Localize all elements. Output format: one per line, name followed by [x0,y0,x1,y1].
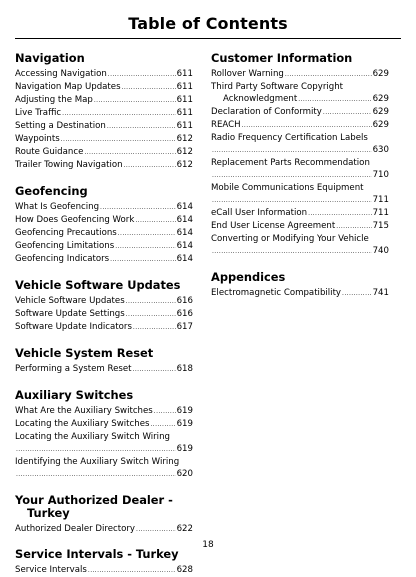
entry-page-number: 612 [176,160,193,170]
entry-title: eCall User Information [211,208,308,218]
entry-title: What Is Geofencing [15,202,100,212]
entry-page-number: 612 [176,134,193,144]
dot-leader [212,145,372,157]
toc-section [211,52,389,258]
entry-title: Electromagnetic Compatibility [211,288,342,298]
dot-leader [308,208,371,220]
title-divider [15,38,401,39]
entry-page-number: 614 [176,228,193,238]
toc-entry[interactable] [15,405,193,418]
entry-title: Declaration of Conformity [211,107,322,117]
entry-page-number: 616 [176,309,193,319]
entry-page-number: 618 [176,364,193,374]
entry-title: Authorized Dealer Directory [15,524,136,534]
section-heading-text: Geofencing [15,184,88,198]
entry-title: Route Guidance [15,147,84,157]
toc-entry[interactable] [15,431,193,456]
entry-page-number: 710 [372,170,389,180]
dot-leader [342,288,372,300]
right-column [211,52,389,300]
toc-entry[interactable] [15,321,193,334]
dot-leader [285,69,372,81]
entry-title: Performing a System Reset [15,364,132,374]
toc-entry[interactable] [15,363,193,376]
dot-leader [133,364,176,376]
dot-leader [133,322,176,334]
section-heading-text: Customer Information [211,51,353,65]
entry-page-number: 619 [176,419,193,429]
section-heading-text: Navigation [15,51,85,65]
dot-leader [242,120,372,132]
entry-title: Software Update Settings [15,309,125,319]
entry-title: End User License Agreement [211,221,336,231]
entry-page-number: 619 [176,406,193,416]
toc-entry[interactable] [15,240,193,253]
dot-leader [124,160,176,172]
toc-entry[interactable] [15,120,193,133]
toc-section [15,494,193,536]
entry-page-number: 711 [372,195,389,205]
entry-page-number: 611 [176,121,193,131]
entry-page-number: 620 [176,469,193,479]
entry-page-number: 715 [372,221,389,231]
entry-page-number: 741 [372,288,389,298]
toc-entry[interactable] [211,119,389,132]
entry-title: Live Traffic [15,108,62,118]
dot-leader [323,107,372,119]
entry-title: Third Party Software Copyright [211,82,344,92]
entry-title: Adjusting the Map [15,95,93,105]
section-heading [15,52,193,65]
toc-entry[interactable] [211,287,389,300]
entry-page-number: 611 [176,95,193,105]
section-heading [15,389,193,402]
toc-entry[interactable] [211,220,389,233]
entry-page-number: 617 [176,322,193,332]
toc-entry[interactable] [211,233,389,258]
section-heading-text: Service Intervals - Turkey [15,547,179,561]
entry-title: Locating the Auxiliary Switch Wiring [15,432,170,442]
entry-page-number: 629 [372,69,389,79]
entry-title: Vehicle Software Updates [15,296,125,306]
section-heading [15,185,193,198]
entry-page-number: 612 [176,147,193,157]
entry-title-continued: Acknowledgment [223,94,298,104]
entry-title: Navigation Map Updates [15,82,121,92]
toc-entry[interactable] [15,418,193,431]
toc-entry[interactable] [15,94,193,107]
toc-section [15,279,193,334]
entry-title: Software Update Indicators [15,322,132,332]
section-heading-text-continued: Turkey [27,506,70,520]
toc-section [211,271,389,300]
dot-leader [107,121,176,133]
toc-entry[interactable] [211,132,389,157]
page-title: Table of Contents [128,14,288,33]
entry-page-number: 628 [176,565,193,575]
entry-page-number: 614 [176,254,193,264]
section-heading-text: Vehicle System Reset [15,346,154,360]
toc-entry[interactable] [15,133,193,146]
toc-entry[interactable] [211,207,389,220]
entry-title: Locating the Auxiliary Switches [15,419,150,429]
entry-page-number: 614 [176,241,193,251]
dot-leader [154,406,176,418]
dot-leader [136,524,176,536]
entry-title: Mobile Communications Equipment [211,183,364,193]
entry-page-number: 611 [176,82,193,92]
toc-section [15,548,193,577]
section-heading [15,279,193,292]
toc-section [15,347,193,376]
dot-leader [110,254,175,266]
entry-title: Trailer Towing Navigation [15,160,123,170]
dot-leader [88,565,176,577]
entry-page-number: 614 [176,215,193,225]
entry-title: Accessing Navigation [15,69,107,79]
toc-section [15,52,193,172]
toc-entry[interactable] [15,214,193,227]
dot-leader [212,246,372,258]
dot-leader [298,94,371,106]
toc-entry[interactable] [15,201,193,214]
entry-title: Geofencing Indicators [15,254,110,264]
toc-entry[interactable] [15,523,193,536]
dot-leader [84,147,175,159]
entry-page-number: 711 [372,208,389,218]
dot-leader [212,195,372,207]
dot-leader [135,215,175,227]
toc-entry[interactable] [15,146,193,159]
toc-entry[interactable] [211,182,389,207]
section-heading-text: Appendices [211,270,286,284]
entry-title: Replacement Parts Recommendation [211,158,370,168]
dot-leader [118,228,176,240]
entry-title: Identifying the Auxiliary Switch Wiring [15,457,180,467]
entry-page-number: 629 [372,94,389,104]
section-heading [15,494,193,520]
entry-title: REACH [211,120,241,130]
section-heading-text: Vehicle Software Updates [15,278,181,292]
entry-page-number: 630 [372,145,389,155]
entry-page-number: 629 [372,107,389,117]
entry-title: Setting a Destination [15,121,106,131]
entry-title: Converting or Modifying Your Vehicle [211,234,369,244]
toc-entry[interactable] [15,295,193,308]
dot-leader [115,241,175,253]
entry-title: Service Intervals [15,565,87,575]
toc-entry[interactable] [15,159,193,172]
entry-title: Geofencing Limitations [15,241,115,251]
toc-entry[interactable] [15,308,193,321]
entry-page-number: 622 [176,524,193,534]
page-number: 18 [202,540,214,550]
toc-entry[interactable] [15,107,193,120]
toc-entry[interactable] [211,81,389,106]
dot-leader [16,469,176,481]
dot-leader [62,108,175,120]
entry-title: Waypoints [15,134,60,144]
dot-leader [16,444,176,456]
dot-leader [100,202,176,214]
entry-page-number: 614 [176,202,193,212]
toc-entry[interactable] [211,68,389,81]
toc-section [15,185,193,266]
dot-leader [336,221,371,233]
toc-entry[interactable] [15,68,193,81]
toc-section [15,389,193,481]
toc-entry[interactable] [15,81,193,94]
entry-page-number: 740 [372,246,389,256]
left-column [15,52,193,577]
section-heading-text: Your Authorized Dealer - [15,493,173,507]
section-heading [211,271,389,284]
toc-entry[interactable] [15,227,193,240]
entry-title: What Are the Auxiliary Switches [15,406,153,416]
toc-entry[interactable] [211,106,389,119]
section-heading [15,347,193,360]
section-heading-text: Auxiliary Switches [15,388,134,402]
entry-page-number: 616 [176,296,193,306]
dot-leader [94,95,176,107]
section-heading [211,52,389,65]
entry-page-number: 629 [372,120,389,130]
dot-leader [212,170,372,182]
toc-entry[interactable] [211,157,389,182]
toc-entry[interactable] [15,253,193,266]
dot-leader [126,309,176,321]
entry-title: Geofencing Precautions [15,228,117,238]
dot-leader [150,419,175,431]
entry-title: Rollover Warning [211,69,284,79]
entry-title: How Does Geofencing Work [15,215,135,225]
toc-entry[interactable] [15,456,193,481]
dot-leader [108,69,176,81]
entry-title: Radio Frequency Certification Labels [211,133,368,143]
dot-leader [122,82,176,94]
entry-page-number: 611 [176,108,193,118]
entry-page-number: 611 [176,69,193,79]
entry-page-number: 619 [176,444,193,454]
dot-leader [126,296,176,308]
dot-leader [61,134,176,146]
